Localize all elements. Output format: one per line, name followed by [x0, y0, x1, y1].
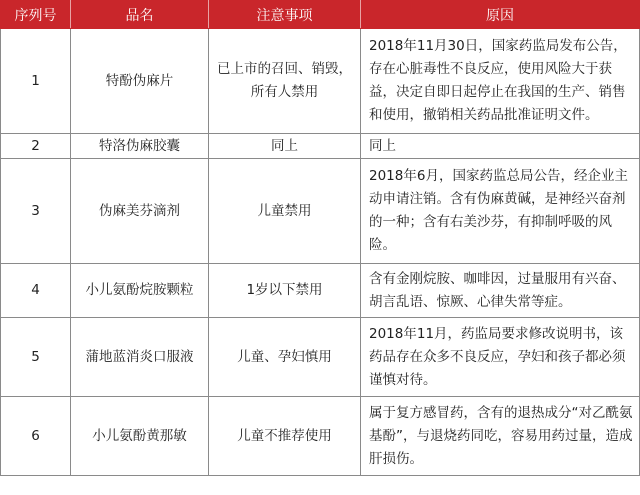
table-row	[1, 264, 640, 318]
row-name: 小儿氨酚黄那敏	[71, 397, 209, 476]
row-reason: 属于复方感冒药，含有的退热成分“对乙酰氨基酚”，与退烧药同吃，容易用药过量，造成肝损伤。	[361, 397, 640, 476]
row-notes: 儿童禁用	[209, 159, 361, 264]
row-index: 3	[1, 159, 71, 264]
table-row	[1, 134, 640, 159]
row-reason: 2018年11月，药监局要求修改说明书，该药品存在众多不良反应，孕妇和孩子都必须谨慎对待。	[361, 318, 640, 397]
header-notes: 注意事项	[209, 1, 361, 29]
row-index: 2	[1, 134, 71, 159]
row-reason: 2018年11月30日，国家药监局发布公告，存在心脏毒性不良反应，使用风险大于获益，决定自即日起停止在我国的生产、销售和使用，撤销相关药品批准证明文件。	[361, 29, 640, 134]
row-reason: 2018年6月，国家药监总局公告，经企业主动申请注销。含有伪麻黄碱，是神经兴奋剂的一种；含有右美沙芬，有抑制呼吸的风险。	[361, 159, 640, 264]
row-reason: 含有金刚烷胺、咖啡因，过量服用有兴奋、胡言乱语、惊厥、心律失常等症。	[361, 264, 640, 318]
row-reason: 同上	[361, 134, 640, 159]
table-row	[1, 397, 640, 476]
row-name: 小儿氨酚烷胺颗粒	[71, 264, 209, 318]
row-name: 伪麻美芬滴剂	[71, 159, 209, 264]
table-row	[1, 29, 640, 134]
row-index: 1	[1, 29, 71, 134]
header-reason: 原因	[361, 1, 640, 29]
row-notes: 同上	[209, 134, 361, 159]
header-index: 序列号	[1, 1, 71, 29]
row-index: 5	[1, 318, 71, 397]
row-name: 特洛伪麻胶囊	[71, 134, 209, 159]
row-notes: 1岁以下禁用	[209, 264, 361, 318]
row-notes: 已上市的召回、销毁，所有人禁用	[209, 29, 361, 134]
table-row	[1, 318, 640, 397]
header-name: 品名	[71, 1, 209, 29]
row-notes: 儿童、孕妇慎用	[209, 318, 361, 397]
header-row	[1, 1, 640, 29]
row-index: 6	[1, 397, 71, 476]
row-notes: 儿童不推荐使用	[209, 397, 361, 476]
row-index: 4	[1, 264, 71, 318]
row-name: 特酚伪麻片	[71, 29, 209, 134]
table-row	[1, 159, 640, 264]
row-name: 蒲地蓝消炎口服液	[71, 318, 209, 397]
